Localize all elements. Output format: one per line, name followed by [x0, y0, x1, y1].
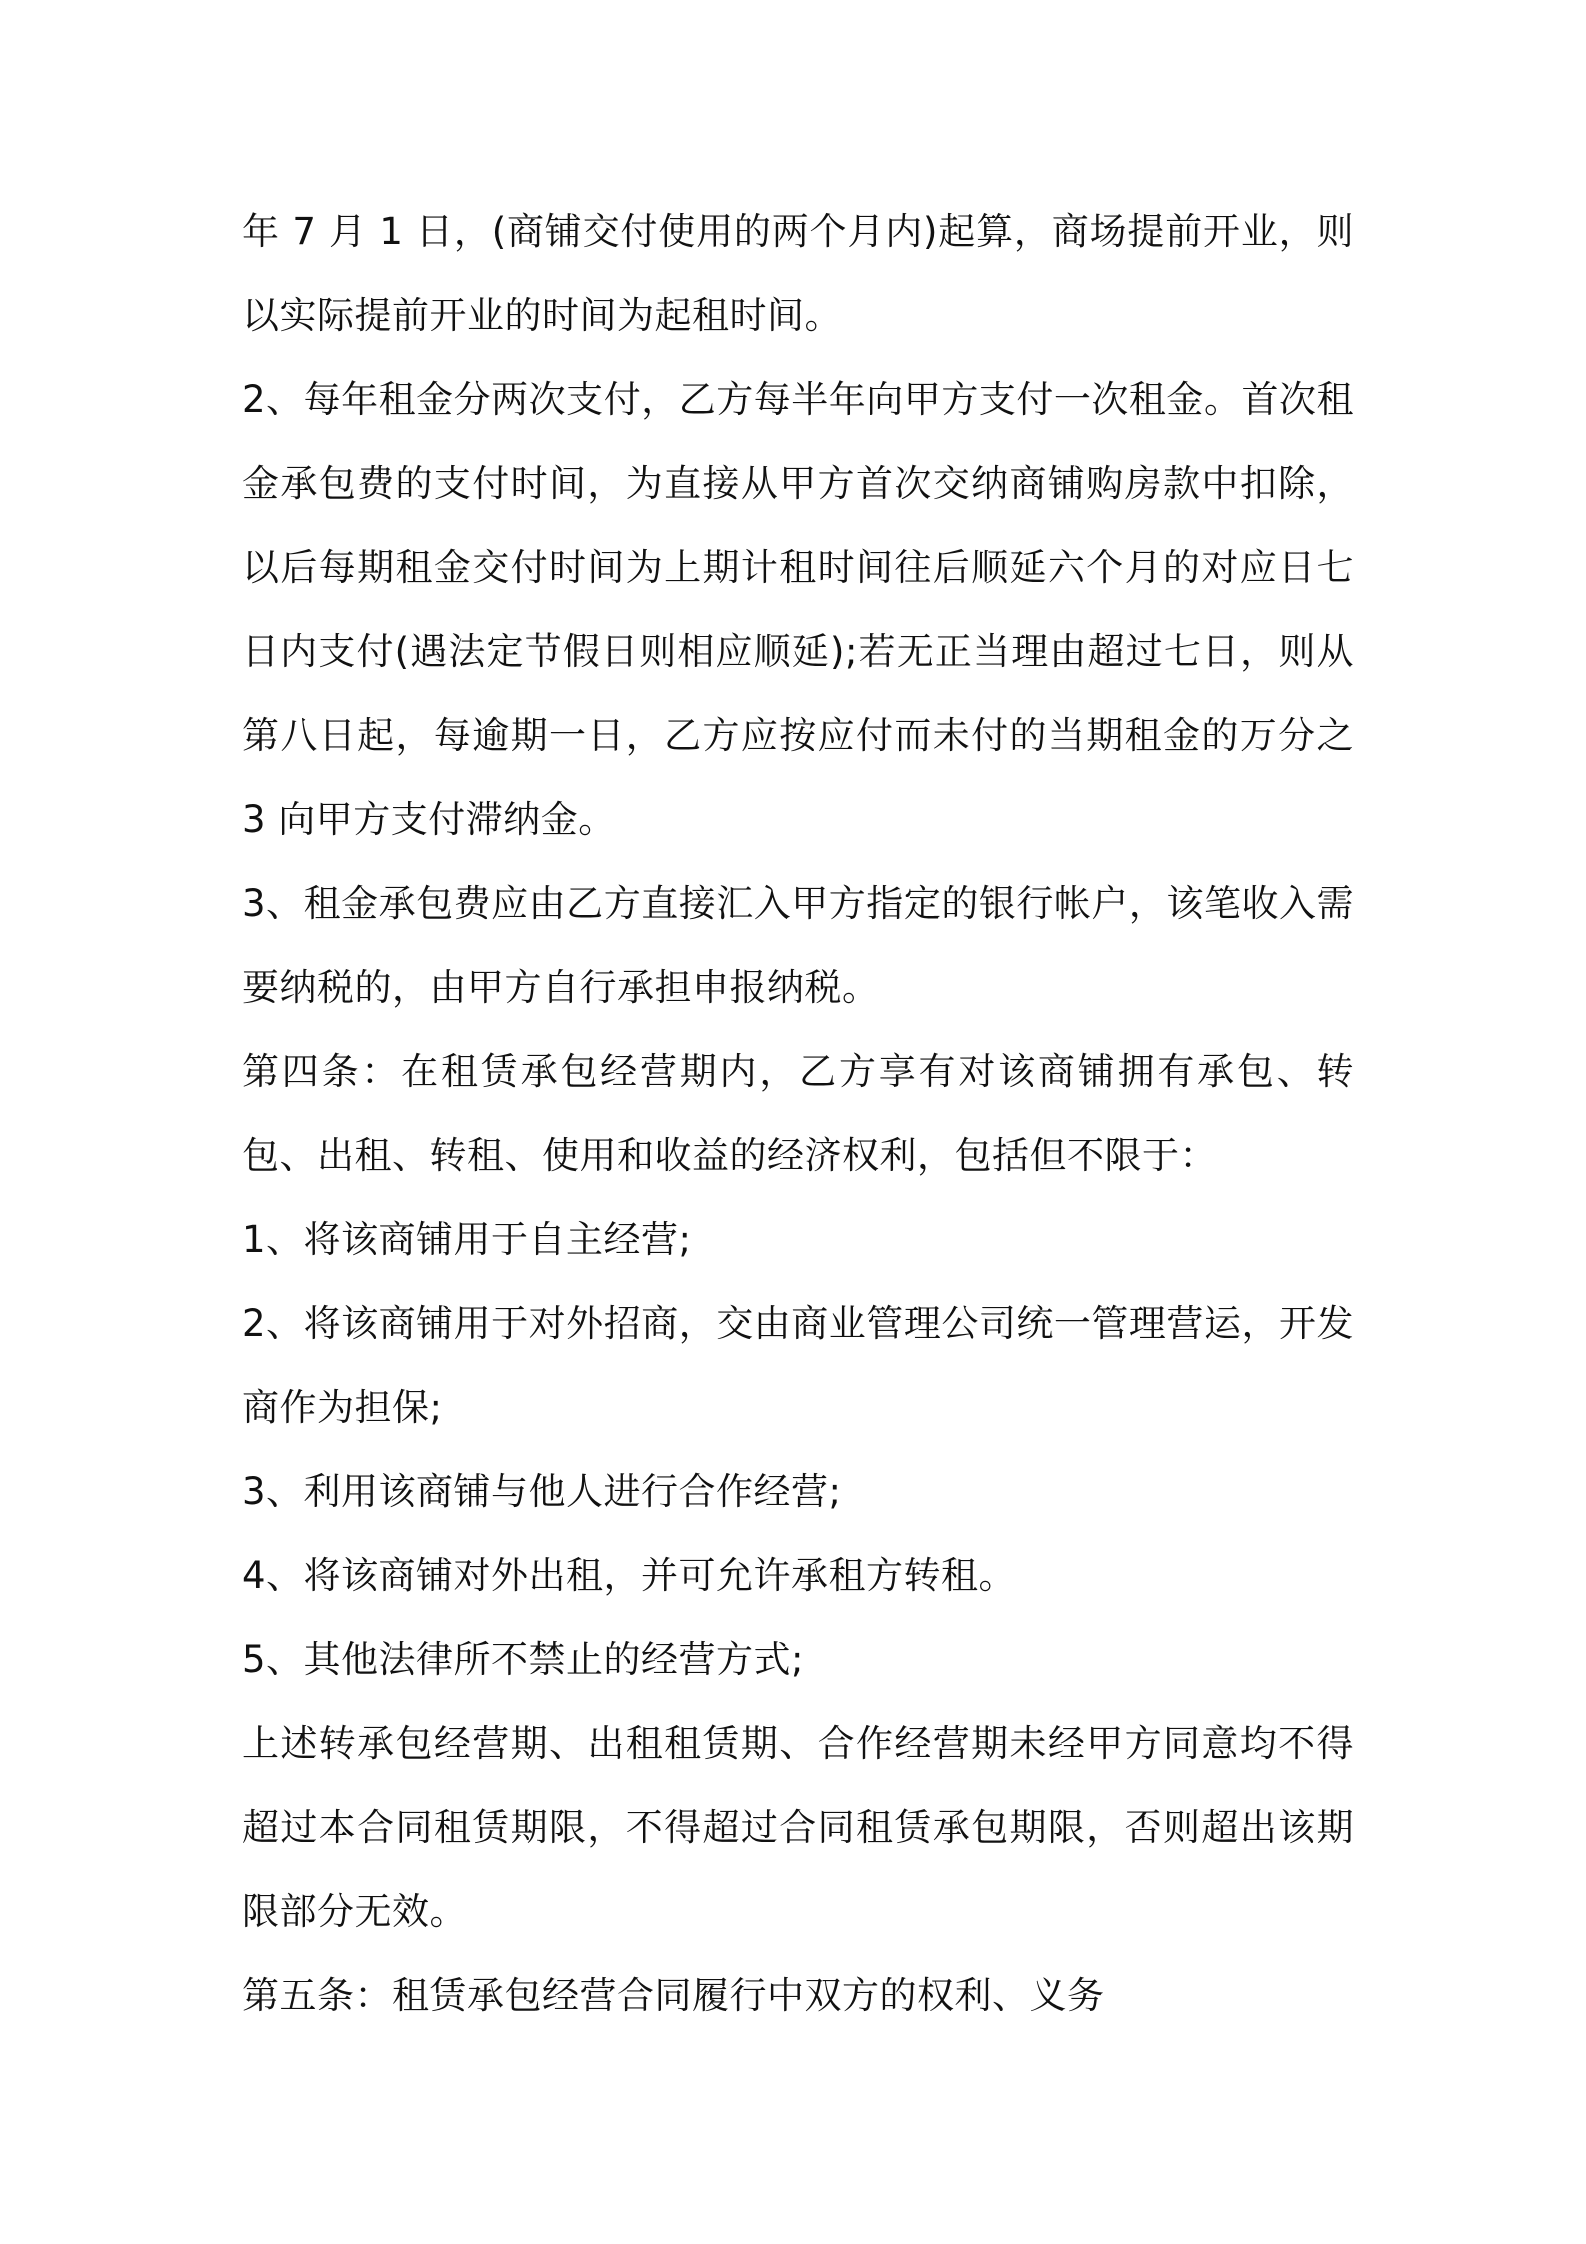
paragraph-rent-payment: 2、每年租金分两次支付，乙方每半年向甲方支付一次租金。首次租金承包费的支付时间，为直接从甲方首次交纳商铺购房款中扣除，以后每期租金交付时间为上期计租时间往后顺延六个月的对应日七日内支付(遇法定节假日则相应顺延);若无正当理由超过七日，则从第八日起，每逾期一日，乙方应按应付而未付的当期租金的万分之 3 向甲方支付滞纳金。	[242, 378, 1354, 841]
list-item-sublease: 4、将该商铺对外出租，并可允许承租方转租。	[242, 1554, 1017, 1597]
article-five-heading: 第五条：租赁承包经营合同履行中双方的权利、义务	[242, 1974, 1105, 2017]
paragraph-rent-start: 年 7 月 1 日，(商铺交付使用的两个月内)起算，商场提前开业，则以实际提前开业的时间为起租时间。	[242, 210, 1354, 337]
paragraph-bank-transfer: 3、租金承包费应由乙方直接汇入甲方指定的银行帐户，该笔收入需要纳税的，由甲方自行承担申报纳税。	[242, 882, 1354, 1009]
list-item-external-leasing: 2、将该商铺用于对外招商，交由商业管理公司统一管理营运，开发商作为担保;	[242, 1302, 1354, 1429]
list-item-cooperation: 3、利用该商铺与他人进行合作经营;	[242, 1470, 842, 1513]
document-body	[242, 190, 1354, 2038]
article-four-heading: 第四条：在租赁承包经营期内，乙方享有对该商铺拥有承包、转包、出租、转租、使用和收益的经济权利，包括但不限于：	[242, 1050, 1354, 1177]
list-item-self-operate: 1、将该商铺用于自主经营;	[242, 1218, 692, 1261]
list-item-other-methods: 5、其他法律所不禁止的经营方式;	[242, 1638, 805, 1681]
paragraph-term-limit: 上述转承包经营期、出租租赁期、合作经营期未经甲方同意均不得超过本合同租赁期限，不得超过合同租赁承包期限，否则超出该期限部分无效。	[242, 1722, 1354, 1933]
